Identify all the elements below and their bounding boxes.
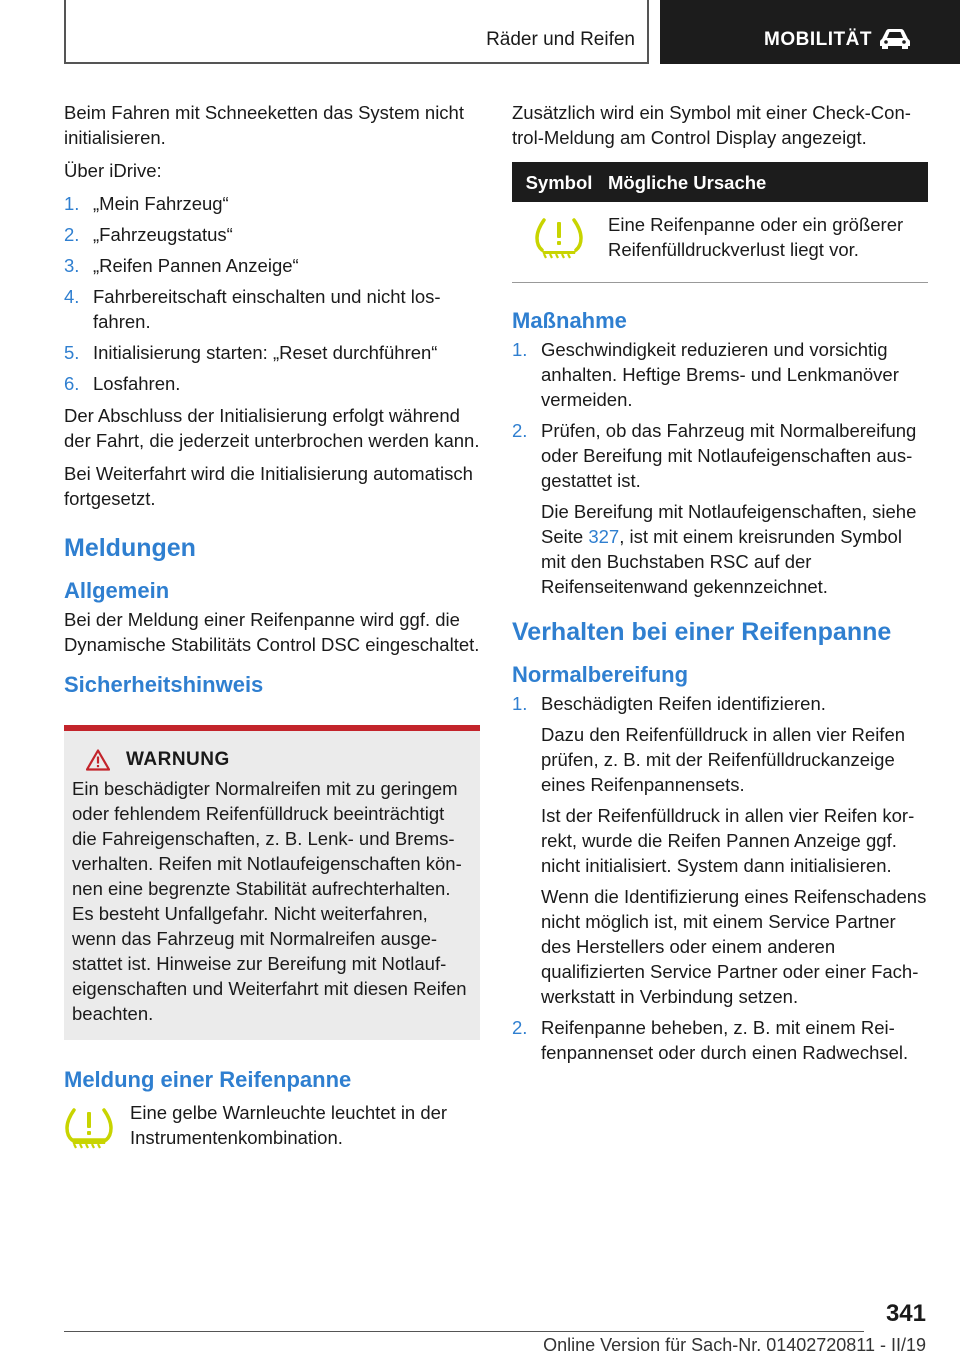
- step-text: „Reifen Pannen Anzeige“: [93, 255, 299, 276]
- heading-verhalten: Verhalten bei einer Reifenpanne: [512, 618, 892, 646]
- step-subtext: Wenn die Identifizierung eines Reifenschadens nicht möglich ist, mit einem Service Partner des Herstellers oder einem anderen qualifizierten Service Partner oder einer Fachwerkstatt in Verbindung setzen.: [541, 886, 927, 1007]
- step-number: 1.: [512, 693, 528, 714]
- step-text: Prüfen, ob das Fahrzeug mit Normalbereifung oder Bereifung mit Notlaufeigenschaften ausgestattet ist.: [541, 420, 917, 491]
- right-column: [512, 100, 928, 1072]
- idrive-steps-list: [64, 191, 480, 396]
- step-number: 5.: [64, 342, 80, 363]
- tire-pressure-warning-icon: [534, 216, 584, 260]
- table-row: [512, 202, 928, 283]
- step-text: „Mein Fahrzeug“: [93, 193, 229, 214]
- lamp-text: Eine gelbe Warnleuchte leuchtet in der Instrumentenkombination.: [130, 1102, 448, 1148]
- step-number: 2.: [64, 224, 80, 245]
- list-item: [64, 222, 480, 247]
- car-icon: [878, 27, 912, 49]
- paragraph-idrive: Über iDrive:: [64, 160, 162, 181]
- step-subtext: Ist der Reifenfülldruck in allen vier Reifen korrekt, wurde die Reifen Pannen Anzeige ggf. nicht initialisiert. System dann initialisieren.: [541, 805, 915, 876]
- step-text: Beschädigten Reifen identifizieren.: [541, 693, 826, 714]
- list-item: [512, 418, 928, 599]
- list-item: [64, 371, 480, 396]
- step-text: Reifenpanne beheben, z. B. mit einem Reifenpannenset oder durch einen Radwechsel.: [541, 1017, 909, 1063]
- step-text: Losfahren.: [93, 373, 181, 394]
- table-cell-symbol: [512, 202, 606, 283]
- table-cell-cause: Eine Reifenpanne oder ein größerer Reifenfülldruckverlust liegt vor.: [606, 202, 928, 283]
- heading-sicherheitshinweis: Sicherheitshinweis: [64, 672, 264, 697]
- heading-meldung-reifenpanne: Meldung einer Reifenpanne: [64, 1067, 352, 1092]
- list-item: [64, 253, 480, 278]
- heading-meldungen: Meldungen: [64, 534, 196, 562]
- table-header-row: [512, 162, 928, 202]
- step-number: 3.: [64, 255, 80, 276]
- step-number: 4.: [64, 286, 80, 307]
- normalbereifung-list: [512, 691, 928, 1065]
- warning-title-row: [72, 747, 472, 772]
- step-text: Initialisierung starten: „Reset durchführen“: [93, 342, 438, 363]
- warning-lamp-row: [64, 1100, 480, 1156]
- page-link-327[interactable]: 327: [588, 526, 620, 547]
- step-subtext: Die Bereifung mit Notlaufeigenschaften, siehe Seite 327, ist mit einem kreisrunden Symbol mit den Buchstaben RSC auf der Reifenseitenwand gekennzeichnet.: [541, 501, 917, 597]
- header-chapter-title: MOBILITÄT: [764, 29, 872, 50]
- symbol-table: [512, 162, 928, 283]
- step-text: Fahrbereitschaft einschalten und nicht losfahren.: [93, 286, 441, 332]
- step-text: Geschwindigkeit reduzieren und vorsichtig anhalten. Heftige Brems- und Lenkmanöver vermeiden.: [541, 339, 899, 410]
- heading-massnahme: Maßnahme: [512, 308, 627, 333]
- left-column: [64, 100, 480, 1156]
- step-number: 1.: [64, 193, 80, 214]
- header-section-title: Räder und Reifen: [486, 29, 635, 50]
- step-number: 6.: [64, 373, 80, 394]
- heading-allgemein: Allgemein: [64, 578, 170, 603]
- list-item: [512, 337, 928, 412]
- list-item: [64, 191, 480, 216]
- heading-normalbereifung: Normalbereifung: [512, 662, 689, 687]
- paragraph-check-control: Zusätzlich wird ein Symbol mit einer Check-Control-Meldung am Control Display angezeigt.: [512, 102, 911, 148]
- footer-divider: [64, 1331, 864, 1332]
- list-item: [512, 691, 928, 1009]
- footer-version: Online Version für Sach-Nr. 01402720811 - II/19: [543, 1335, 926, 1355]
- warning-title: WARNUNG: [126, 749, 230, 770]
- paragraph-dsc: Bei der Meldung einer Reifenpanne wird ggf. die Dynamische Stabilitäts Control DSC eingeschaltet.: [64, 609, 480, 655]
- list-item: [512, 1015, 928, 1065]
- tire-pressure-warning-icon: [64, 1106, 114, 1150]
- paragraph-snow-chains: Beim Fahren mit Schneeketten das System nicht initialisieren.: [64, 102, 464, 148]
- paragraph-initialization-complete: Der Abschluss der Initialisierung erfolgt während der Fahrt, die jederzeit unterbrochen werden kann.: [64, 405, 480, 451]
- step-number: 2.: [512, 1017, 528, 1038]
- warning-box: [64, 725, 480, 1040]
- warning-triangle-icon: [86, 749, 110, 771]
- header-chapter-tab: [660, 0, 960, 64]
- warning-text: Ein beschädigter Normalreifen mit zu geringem oder fehlendem Reifenfülldruck beeinträchtigt die Fahreigenschaften, z. B. Lenk- und Bremsverhalten. Reifen mit Notlaufeigenschaften können eine begrenzte Stabilität aufrechterhalten. Es besteht Unfallgefahr. Nicht weiterfahren, wenn das Fahrzeug mit Normalreifen ausgestattet ist. Hinweise zur Bereifung mit Notlaufeigenschaften und Weiterfahrt mit diesen Reifen beachten.: [72, 778, 467, 1024]
- step-number: 2.: [512, 420, 528, 441]
- massnahme-list: [512, 337, 928, 599]
- page-number: 341: [885, 1300, 926, 1327]
- paragraph-initialization-continue: Bei Weiterfahrt wird die Initialisierung automatisch fortgesetzt.: [64, 463, 473, 509]
- step-number: 1.: [512, 339, 528, 360]
- lamp-icon-cell: [64, 1100, 130, 1156]
- table-header-cause: Mögliche Ursache: [606, 162, 928, 202]
- step-subtext: Dazu den Reifenfülldruck in allen vier Reifen prüfen, z. B. mit der Reifenfülldruckanzeige eines Reifenpannensets.: [541, 724, 906, 795]
- list-item: [64, 340, 480, 365]
- step-text: „Fahrzeugstatus“: [93, 224, 233, 245]
- list-item: [64, 284, 480, 334]
- table-header-symbol: Symbol: [512, 162, 606, 202]
